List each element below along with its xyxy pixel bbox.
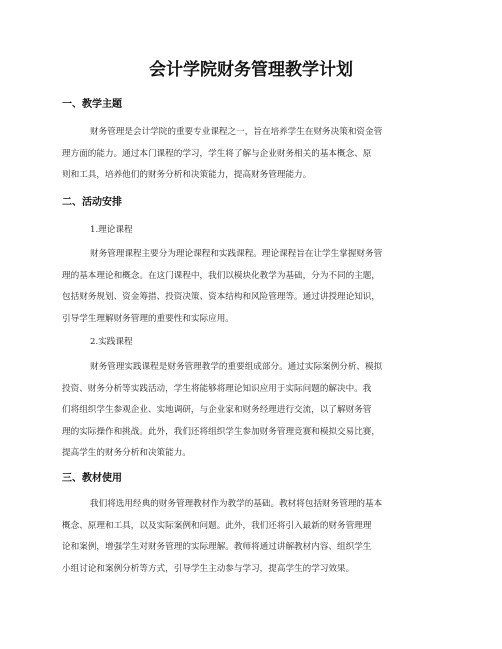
paragraph-line: 理方面的能力。通过本门课程的学习，学生将了解与企业财务相关的基本概念、原 (62, 148, 372, 159)
section-heading-activities: 二、活动安排 (62, 197, 122, 208)
paragraph-line: 论和案例，增强学生对财务管理的实际理解。教师将通过讲解教材内容、组织学生 (62, 542, 372, 553)
paragraph-line: 提高学生的财务分析和决策能力。 (62, 448, 191, 459)
paragraph-line: 我们将选用经典的财务管理教材作为教学的基础。教材将包括财务管理的基本 (90, 499, 383, 509)
paragraph-line: 投资、财务分析等实践活动，学生将能够将理论知识应用于实际问题的解决中。我 (62, 383, 372, 394)
paragraph-line: 财务管理实践课程是财务管理教学的重要组成部分。通过实际案例分析、模拟 (90, 362, 383, 372)
paragraph-line: 理的基本理论和概念。在这门课程中，我们以模块化教学为基础，分为不同的主题， (62, 270, 380, 281)
paragraph-line: 则和工具，培养他们的财务分析和决策能力，提高财务管理能力。 (62, 170, 312, 181)
paragraph-teaching-theme (62, 122, 440, 187)
paragraph-line: 引导学生理解财务管理的重要性和实际应用。 (62, 313, 234, 324)
paragraph-practice-course (62, 357, 440, 465)
paragraph-theory-course (62, 244, 440, 330)
subheading-theory-course: 1.理论课程 (90, 225, 133, 235)
paragraph-line: 包括财务规划、资金筹措、投资决策、资本结构和风险管理等。通过讲授理论知识， (62, 292, 380, 303)
subheading-practice-course: 2.实践课程 (90, 337, 133, 347)
paragraph-textbooks (62, 494, 440, 580)
document-title: 会计学院财务管理教学计划 (149, 60, 353, 80)
paragraph-line: 财务管理是会计学院的重要专业课程之一，旨在培养学生在财务决策和资金管 (90, 127, 383, 137)
section-heading-teaching-theme: 一、教学主题 (62, 99, 122, 110)
paragraph-line: 财务管理课程主要分为理论课程和实践课程。理论课程旨在让学生掌握财务管 (90, 249, 383, 259)
paragraph-line: 们将组织学生参观企业、实地调研，与企业家和财务经理进行交流，以了解财务管 (62, 405, 372, 416)
section-heading-textbooks: 三、教材使用 (62, 473, 122, 484)
paragraph-line: 理的实际操作和挑战。此外，我们还将组织学生参加财务管理竞赛和模拟交易比赛， (62, 426, 380, 437)
paragraph-line: 概念、原理和工具，以及实际案例和问题。此外，我们还将引入最新的财务管理理 (62, 520, 372, 531)
paragraph-line: 小组讨论和案例分析等方式，引导学生主动参与学习，提高学生的学习效果。 (62, 563, 355, 574)
